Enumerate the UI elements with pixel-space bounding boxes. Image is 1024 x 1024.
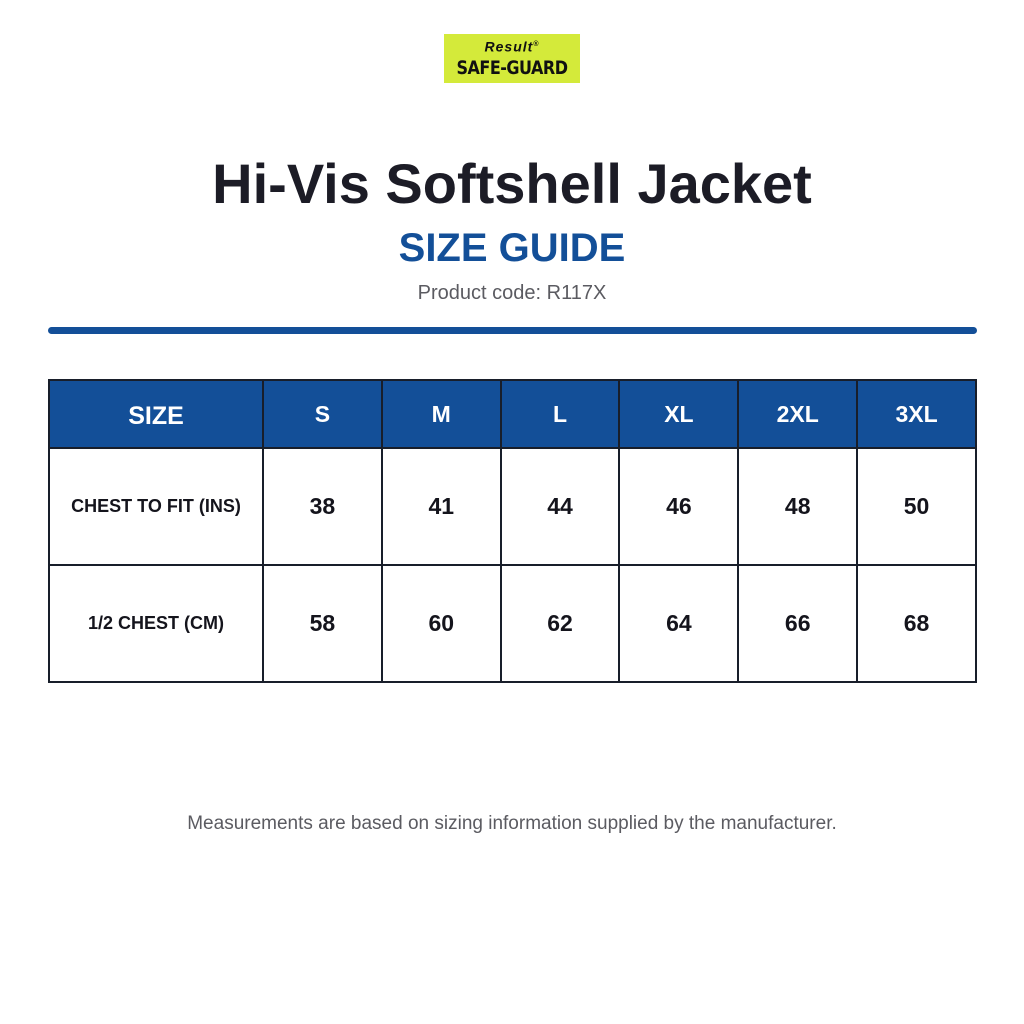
row-label-half-chest: 1/2 CHEST (CM) <box>49 565 263 682</box>
header-cell-xl: XL <box>619 380 738 448</box>
table-row <box>49 565 976 682</box>
table-row <box>49 448 976 565</box>
logo-wordmark-safeguard: SAFE-GUARD <box>456 56 568 79</box>
table-cell: 62 <box>501 565 620 682</box>
product-code: Product code: R117X <box>417 282 607 304</box>
table-cell: 46 <box>619 448 738 565</box>
table-cell: 58 <box>263 565 382 682</box>
header-cell-s: S <box>263 380 382 448</box>
footnote: Measurements are based on sizing information supplied by the manufacturer. <box>187 813 837 834</box>
page-subtitle: SIZE GUIDE <box>398 226 626 270</box>
size-table <box>48 379 977 683</box>
table-cell: 50 <box>857 448 976 565</box>
table-cell: 44 <box>501 448 620 565</box>
table-header-row <box>49 380 976 448</box>
brand-logo <box>444 34 580 83</box>
header-cell-3xl: 3XL <box>857 380 976 448</box>
header-cell-m: M <box>382 380 501 448</box>
header-cell-2xl: 2XL <box>738 380 857 448</box>
table-cell: 66 <box>738 565 857 682</box>
table-cell: 41 <box>382 448 501 565</box>
header-cell-l: L <box>501 380 620 448</box>
table-cell: 48 <box>738 448 857 565</box>
logo-wordmark-result: Result® <box>484 38 540 55</box>
divider <box>48 327 977 334</box>
table-cell: 60 <box>382 565 501 682</box>
header-cell-size: SIZE <box>49 380 263 448</box>
table-cell: 68 <box>857 565 976 682</box>
page-title: Hi-Vis Softshell Jacket <box>212 152 812 215</box>
table-cell: 38 <box>263 448 382 565</box>
table-cell: 64 <box>619 565 738 682</box>
row-label-chest-to-fit: CHEST TO FIT (INS) <box>49 448 263 565</box>
